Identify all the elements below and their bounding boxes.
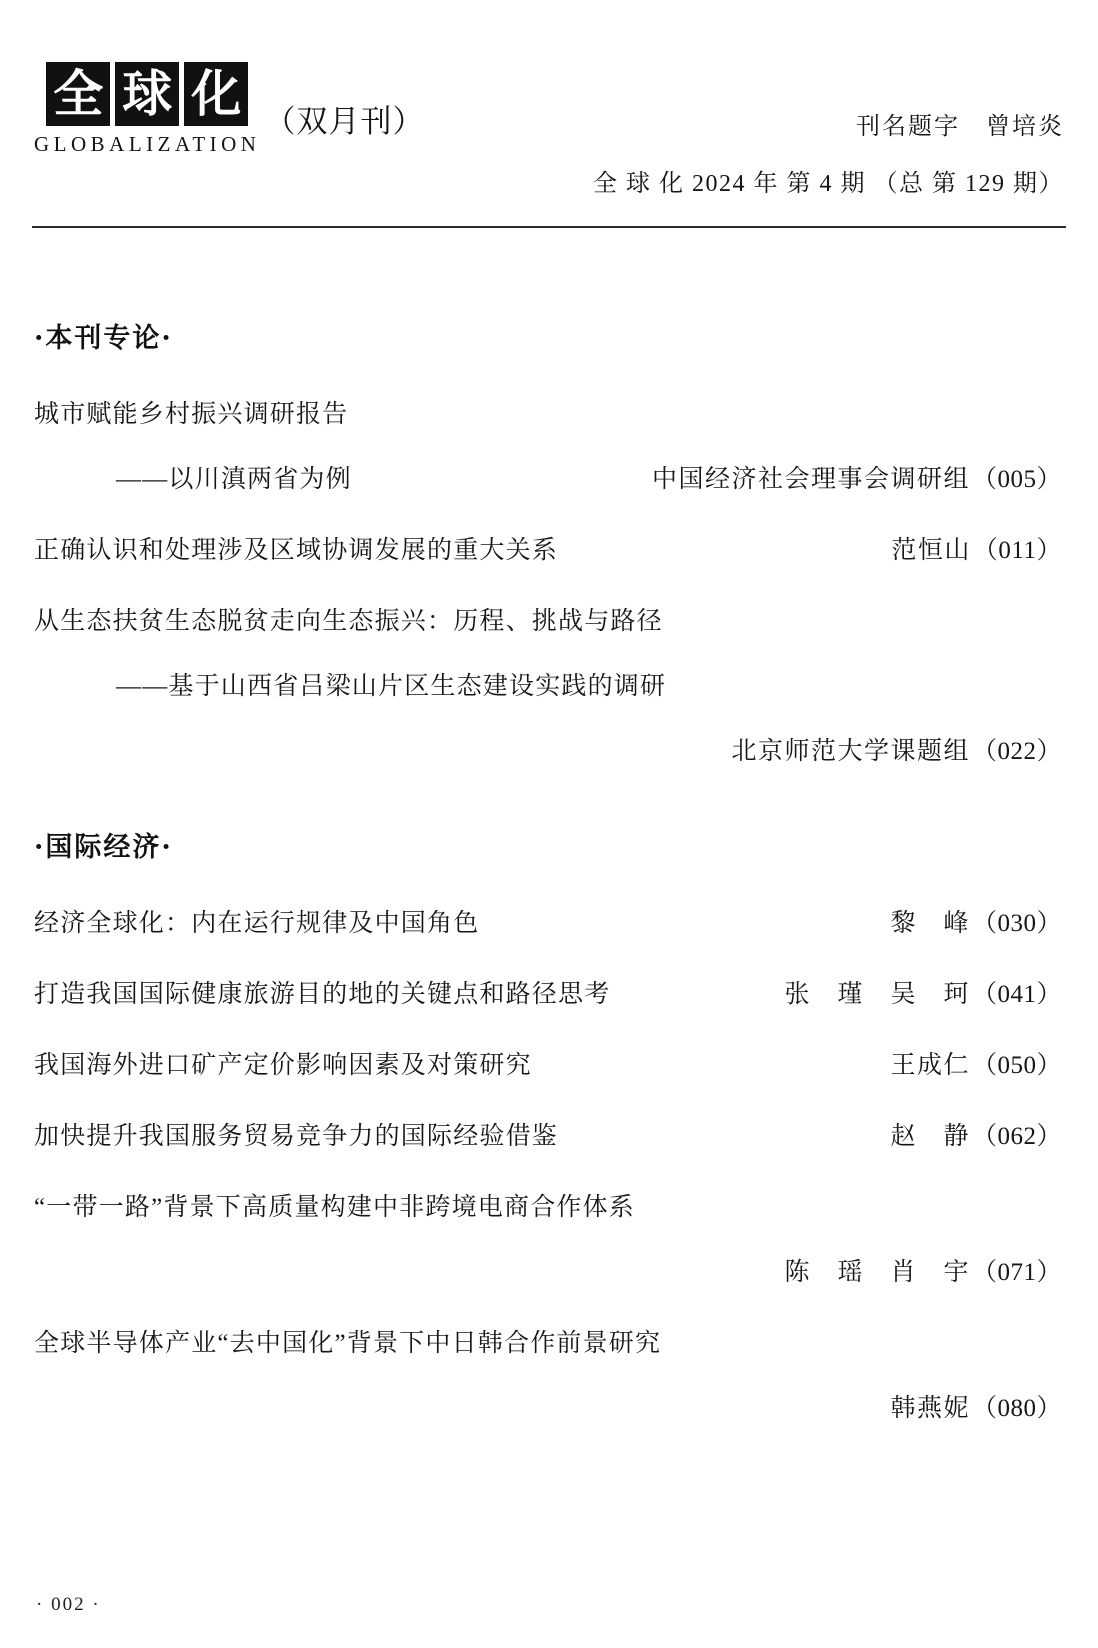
toc-subtitle-line	[34, 462, 1062, 497]
page-folio: · 002 ·	[36, 1594, 101, 1615]
toc-title-line	[34, 977, 1062, 1012]
toc-author: 黎 峰	[890, 910, 970, 937]
toc-entry[interactable]	[34, 977, 1062, 1012]
toc-page-number: （005）	[971, 466, 1062, 493]
logo-latin-name: GLOBALIZATION	[34, 132, 261, 156]
toc-title-line	[34, 1048, 1062, 1083]
toc-page-number: （041）	[971, 981, 1062, 1008]
toc-subtitle: ——基于山西省吕梁山片区生态建设实践的调研	[116, 673, 667, 700]
seal-characters	[46, 62, 248, 126]
toc-entry[interactable]	[34, 604, 1062, 769]
toc-author: 陈 瑶 肖 宇	[784, 1259, 970, 1286]
issue-line: 全 球 化 2024 年 第 4 期 （总 第 129 期）	[593, 171, 1064, 197]
toc-author: 赵 静	[890, 1123, 970, 1150]
toc-page-number: （030）	[971, 910, 1062, 937]
toc-page-number: （022）	[971, 738, 1062, 765]
masthead	[30, 0, 1068, 198]
toc-author-line	[34, 1391, 1062, 1426]
toc-page-number: （011）	[972, 537, 1062, 564]
toc-title-line	[34, 397, 1062, 432]
toc-subtitle: ——以川滇两省为例	[116, 466, 352, 493]
toc-entry[interactable]	[34, 1190, 1062, 1290]
journal-logo	[34, 62, 424, 157]
toc-title: “一带一路”背景下高质量构建中非跨境电商合作体系	[34, 1194, 635, 1221]
logo-seal-mark	[34, 62, 260, 157]
toc-entry[interactable]	[34, 906, 1062, 941]
toc-page-number: （062）	[971, 1123, 1062, 1150]
toc-author: 中国经济社会理事会调研组	[651, 466, 970, 493]
logo-periodicity-label: （双月刊）	[264, 104, 425, 139]
toc-title-line	[34, 1190, 1062, 1225]
seal-char-3: 化	[184, 62, 248, 126]
seal-char-2: 球	[115, 62, 179, 126]
calligraphy-credit: 刊名题字 曾培炎	[856, 114, 1064, 140]
toc-title-line	[34, 906, 1062, 941]
toc-author: 北京师范大学课题组	[731, 738, 970, 765]
toc-author: 韩燕妮	[890, 1395, 970, 1422]
toc-title: 打造我国国际健康旅游目的地的关键点和路径思考	[34, 981, 611, 1008]
masthead-issue-info	[593, 62, 1068, 198]
header-divider	[32, 226, 1066, 228]
section-heading-benkanzhuanlun: ·本刊专论·	[34, 323, 173, 354]
toc-title-line	[34, 1119, 1062, 1154]
toc-entry[interactable]	[34, 1119, 1062, 1154]
toc-title: 城市赋能乡村振兴调研报告	[34, 401, 349, 428]
toc-author: 王成仁	[890, 1052, 970, 1079]
toc-entry[interactable]	[34, 1326, 1062, 1426]
toc-entry[interactable]	[34, 533, 1062, 568]
toc-entry[interactable]	[34, 1048, 1062, 1083]
toc-title: 我国海外进口矿产定价影响因素及对策研究	[34, 1052, 532, 1079]
toc-subtitle-line	[34, 669, 1062, 704]
seal-char-1: 全	[46, 62, 110, 126]
toc-title-line	[34, 1326, 1062, 1361]
toc-title-line	[34, 604, 1062, 639]
table-of-contents	[30, 316, 1068, 1426]
toc-author: 范恒山	[891, 537, 971, 564]
toc-entry[interactable]	[34, 397, 1062, 497]
toc-author-line	[34, 1255, 1062, 1290]
toc-title: 加快提升我国服务贸易竞争力的国际经验借鉴	[34, 1123, 559, 1150]
toc-title: 正确认识和处理涉及区域协调发展的重大关系	[34, 537, 559, 564]
toc-title-line	[34, 533, 1062, 568]
toc-title: 全球半导体产业“去中国化”背景下中日韩合作前景研究	[34, 1330, 662, 1357]
toc-page-number: （050）	[971, 1052, 1062, 1079]
toc-page-number: （071）	[971, 1259, 1062, 1286]
section-heading-guojijingji: ·国际经济·	[34, 832, 173, 863]
toc-author-line	[34, 734, 1062, 769]
toc-author: 张 瑾 吴 珂	[784, 981, 970, 1008]
toc-page-number: （080）	[971, 1395, 1062, 1422]
toc-title: 经济全球化：内在运行规律及中国角色	[34, 910, 480, 937]
toc-title: 从生态扶贫生态脱贫走向生态振兴：历程、挑战与路径	[34, 608, 663, 635]
